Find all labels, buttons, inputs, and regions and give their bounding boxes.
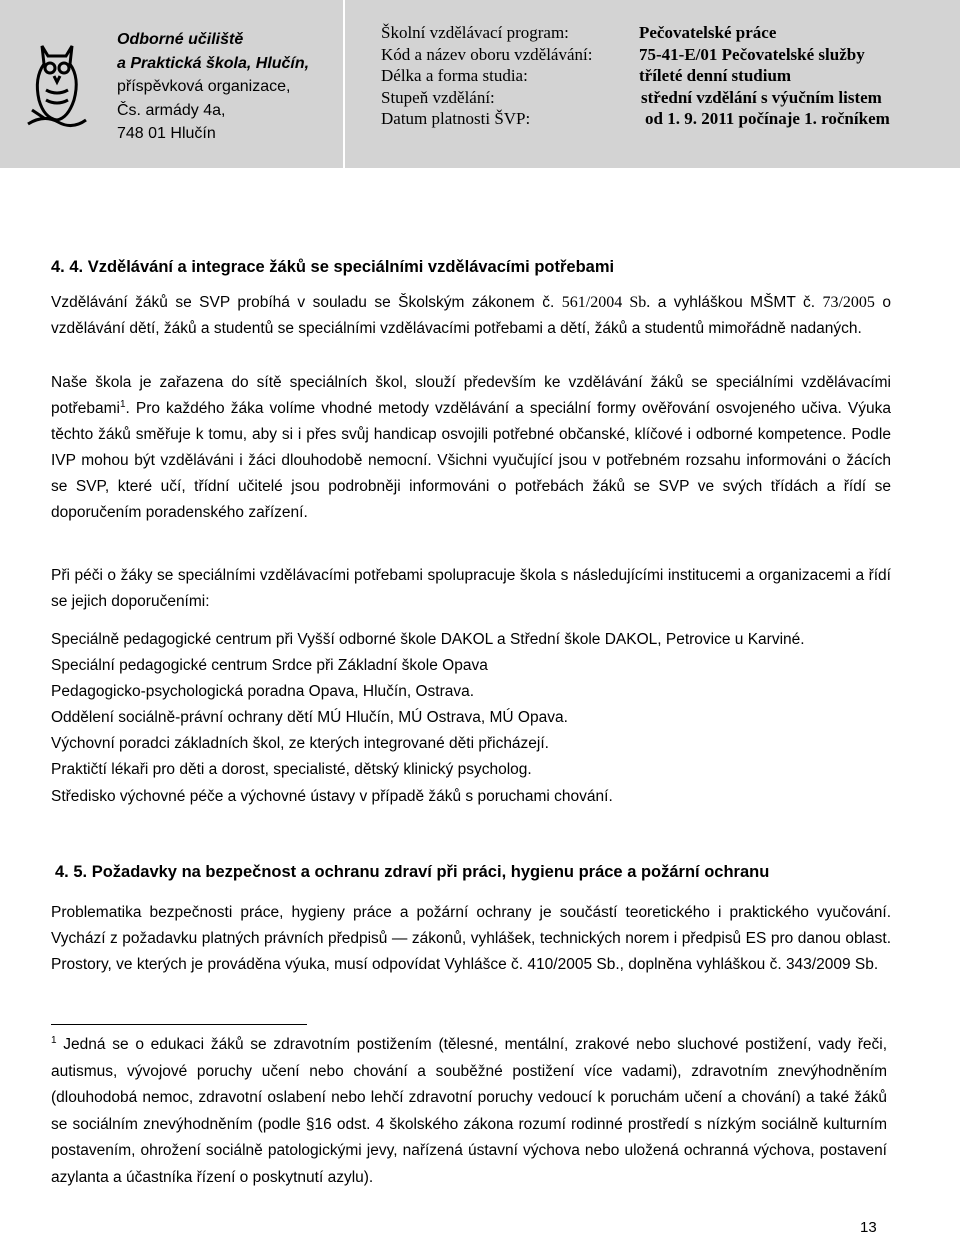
list-item: Praktičtí lékaři pro děti a dorost, specialisté, dětský klinický psycholog. [51,761,532,779]
page-header [0,0,960,168]
list-item: Výchovní poradci základních škol, ze kterých integrované děti přicházejí. [51,735,549,753]
program-info [381,22,956,130]
study-length-label: Délka a forma studia: [381,66,528,86]
education-level-value: střední vzdělání s výučním listem [641,87,882,107]
p2-text-b: . Pro každého žáka volíme vhodné metody vzdělávání a speciální formy ověřování osvojeného učiva. Výuka těchto žáků směřuje k tomu, aby si i přes svůj handicap osvojili potřebné občanské, klíčové i odborné kompetence. Podle IVP mohou být vzděláváni i žáci dlouhodobě nemocní. Všichni vyučující jsou v potřebném rozsahu informováni o žácích se SVP, které učí, třídní učitelé jsou podrobněji informováni o potřebách žáků se SVP ve svých třídách a řídí se doporučením poradenského zařízení. [51,400,891,521]
list-item: Speciálně pedagogické centrum při Vyšší odborné škole DAKOL a Střední škole DAKOL, Petrovice u Karviné. [51,631,805,648]
section-4-4-paragraph-3: Při péči o žáky se speciálními vzdělávacími potřebami spolupracuje škola s následujícími institucemi a organizacemi a řídí se jejich doporučeními: [51,567,891,610]
list-item: Pedagogicko-psychologická poradna Opava, Hlučín, Ostrava. [51,683,475,701]
school-block [0,0,345,168]
school-address [117,28,341,146]
institutions-list [51,627,891,810]
footnote-reference: 1 [119,399,126,410]
education-level-label: Stupeň vzdělání: [381,87,495,107]
school-city-line: 748 01 Hlučín [117,125,216,142]
school-street-line: Čs. armády 4a, [117,101,226,119]
school-name-line1: Odborné učiliště [117,31,244,48]
validity-label: Datum platnosti ŠVP: [381,109,531,129]
school-name-line2: a Praktická škola, Hlučín, [117,54,310,72]
owl-logo-icon [24,38,90,130]
footnote [51,1032,887,1192]
validity-value: od 1. 9. 2011 počínaje 1. ročníkem [645,109,890,129]
footnote-text: Jedná se o edukaci žáků se zdravotním postižením (tělesné, mentální, zrakové nebo sluchové postižení, vady řeči, autismus, vývojové poruchy učení nebo chování a souběžné postižení více vadami), zdravotním znevýhodněním (dlouhodobá nemoc, zdravotní oslabení nebo lehčí zdravotní poruchy vedoucí k poruchám učení a chování) a také žáků se sociálním znevýhodněním (podle §16 odst. 4 školského zákona rozumí rodinné prostředí s nízkým sociálně kulturním postavením, ohrožení sociálně patologickými jevy, nařízená ústavní výchova nebo uložená ochranná výchova, postavení azylanta a účastníka řízení o poskytnutí azylu). [51,1036,887,1186]
study-length-value: tříleté denní studium [639,66,792,86]
field-code-row [381,44,956,66]
p1-law-number: 561/2004 Sb. [561,294,651,311]
footnote-marker: 1 [51,1035,57,1046]
program-label: Školní vzdělávací program: [381,23,569,42]
section-4-4-heading: 4. 4. Vzdělávání a integrace žáků se speciálními vzdělávacími potřebami [51,258,615,276]
p1-text-a: Vzdělávání žáků se SVP probíhá v souladu se Školským zákonem č. [51,294,562,311]
p1-text-c: a vyhláškou MŠMT č. [650,294,823,311]
education-level-row [381,87,956,109]
section-4-4-paragraph-2 [51,370,891,526]
list-item: Oddělení sociálně-právní ochrany dětí MÚ Hlučín, MÚ Ostrava, MÚ Opava. [51,709,568,727]
field-code-label: Kód a název oboru vzdělávání: [381,44,593,64]
program-row [381,22,956,44]
program-value: Pečovatelské práce [639,23,777,42]
p1-text-e: o vzdělávání dětí, žáků a studentů se speciálními vzdělávacími potřebami a dětí, žáků a studentů mimořádně nadaných. [51,294,892,337]
page-number: 13 [860,1219,877,1236]
validity-row [381,108,956,130]
section-4-4-paragraph-1 [51,290,891,342]
school-type-line: příspěvková organizace, [117,78,291,95]
p1-decree-number: 73/2005 [822,294,875,311]
study-length-row [381,65,956,87]
list-item: Speciální pedagogické centrum Srdce při Základní škole Opava [51,657,488,675]
section-4-5-heading: 4. 5. Požadavky na bezpečnost a ochranu zdraví při práci, hygienu práce a požární ochranu [55,863,770,881]
section-4-5-paragraph: Problematika bezpečnosti práce, hygieny práce a požární ochrany je součástí teoretického i praktického vyučování. Vychází z požadavku platných právních předpisů — zákonů, vyhlášek, technických norem i předpisů ES pro danou oblast. Prostory, ve kterých je prováděna výuka, musí odpovídat Vyhlášce č. 410/2005 Sb., doplněna vyhláškou č. 343/2009 Sb. [51,904,891,973]
list-item: Středisko výchovné péče a výchovné ústavy v případě žáků s poruchami chování. [51,787,613,805]
field-code-value: 75-41-E/01 Pečovatelské služby [639,44,865,64]
p2-text-a: Naše škola je zařazena do sítě speciálních škol, slouží především ke vzdělávání žáků se speciálními vzdělávacími potřebami [51,374,891,417]
footnote-separator [51,1024,307,1025]
